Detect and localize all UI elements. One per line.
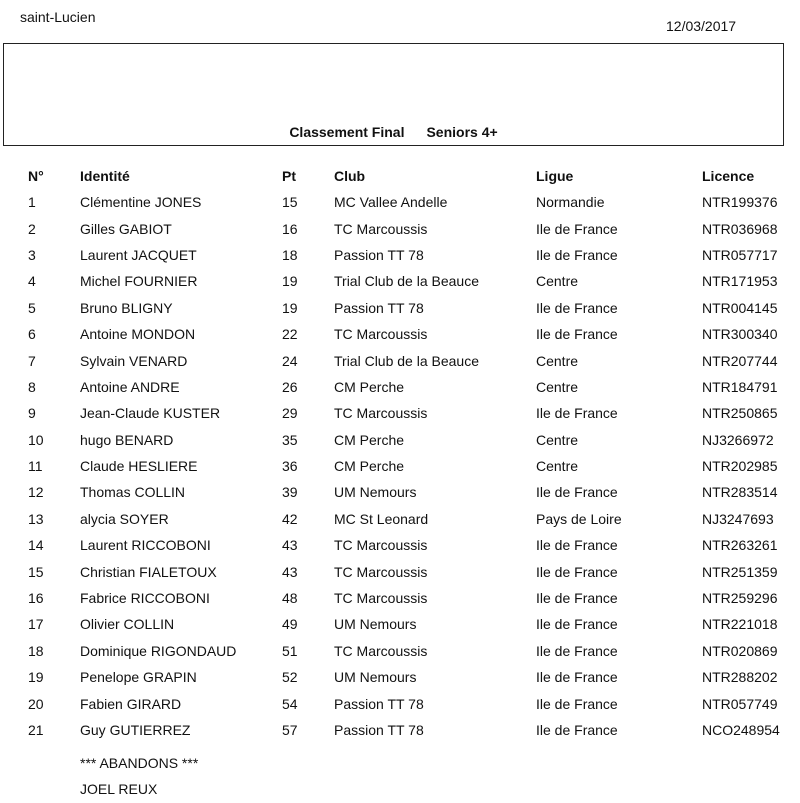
club-cell: TC Marcoussis — [334, 326, 428, 343]
points-cell: 36 — [282, 458, 298, 475]
table-row — [0, 215, 790, 241]
title-box — [3, 43, 784, 146]
points-cell: 19 — [282, 273, 298, 290]
rider-name-cell: hugo BENARD — [80, 431, 174, 448]
table-row — [0, 347, 790, 373]
club-cell: TC Marcoussis — [334, 537, 428, 554]
rank-cell: 11 — [28, 458, 43, 475]
location-text: saint-Lucien — [20, 9, 96, 25]
points-cell: 18 — [282, 246, 298, 263]
league-cell: Ile de France — [536, 722, 618, 738]
rider-name-cell: Bruno BLIGNY — [80, 299, 173, 316]
rank-cell: 2 — [28, 220, 36, 237]
league-cell: Ile de France — [536, 484, 618, 501]
date-text: 12/03/2017 — [666, 18, 737, 34]
club-cell: TC Marcoussis — [334, 405, 428, 422]
table-row — [0, 690, 790, 716]
points-cell: 57 — [282, 722, 298, 738]
table-row — [0, 506, 790, 532]
rank-cell: 13 — [28, 510, 44, 527]
licence-cell: NCO248954 — [702, 722, 780, 738]
licence-cell: NTR207744 — [702, 352, 778, 369]
rank-cell: 10 — [28, 431, 44, 448]
rider-name-cell: Dominique RIGONDAUD — [80, 642, 237, 659]
licence-cell: NTR057717 — [702, 246, 778, 263]
rider-name-cell: Thomas COLLIN — [80, 484, 186, 501]
club-cell: CM Perche — [334, 431, 405, 448]
points-cell: 42 — [282, 510, 298, 527]
rank-cell: 1 — [28, 194, 36, 211]
rider-name-cell: Claude HESLIERE — [80, 458, 198, 475]
column-header-licence: Licence — [702, 168, 755, 184]
rider-name-cell: Fabien GIRARD — [80, 695, 182, 712]
abandoned-rider: JOEL REUX — [80, 781, 158, 798]
rider-name-cell: Jean-Claude KUSTER — [80, 405, 221, 422]
licence-cell: NTR199376 — [702, 194, 778, 211]
column-header-league: Ligue — [536, 168, 574, 184]
rank-cell: 19 — [28, 669, 44, 686]
rank-cell: 9 — [28, 405, 36, 422]
rank-cell: 14 — [28, 537, 44, 554]
league-cell: Centre — [536, 458, 579, 475]
abandons-label: *** ABANDONS *** — [80, 755, 199, 771]
club-cell: CM Perche — [334, 378, 405, 395]
points-cell: 16 — [282, 220, 298, 237]
club-cell: MC St Leonard — [334, 510, 429, 527]
table-row — [0, 717, 790, 743]
rank-cell: 20 — [28, 695, 44, 712]
league-cell: Centre — [536, 431, 579, 448]
rank-cell: 5 — [28, 299, 36, 316]
rank-cell: 16 — [28, 590, 44, 607]
points-cell: 43 — [282, 563, 298, 580]
points-cell: 43 — [282, 537, 298, 554]
category-title: Seniors 4+ — [426, 124, 498, 140]
column-header-points: Pt — [282, 168, 296, 184]
club-cell: Passion TT 78 — [334, 246, 424, 263]
league-cell: Ile de France — [536, 326, 618, 343]
league-cell: Ile de France — [536, 563, 618, 580]
club-cell: UM Nemours — [334, 669, 417, 686]
table-row — [0, 427, 790, 453]
rider-name-cell: Laurent RICCOBONI — [80, 537, 211, 554]
club-cell: TC Marcoussis — [334, 563, 428, 580]
points-cell: 35 — [282, 431, 298, 448]
club-cell: UM Nemours — [334, 484, 417, 501]
licence-cell: NTR057749 — [702, 695, 778, 712]
club-cell: MC Vallee Andelle — [334, 194, 448, 211]
club-cell: TC Marcoussis — [334, 220, 428, 237]
table-row — [0, 242, 790, 268]
club-cell: UM Nemours — [334, 616, 417, 633]
rider-name-cell: Sylvain VENARD — [80, 352, 188, 369]
licence-cell: NTR259296 — [702, 590, 778, 607]
table-row — [0, 664, 790, 690]
league-cell: Pays de Loire — [536, 510, 622, 527]
results-body — [0, 189, 790, 743]
league-cell: Ile de France — [536, 299, 618, 316]
points-cell: 19 — [282, 299, 298, 316]
rider-name-cell: Guy GUTIERREZ — [80, 722, 191, 738]
table-row — [0, 479, 790, 505]
column-header-number: N° — [28, 168, 44, 184]
rider-name-cell: Antoine ANDRE — [80, 378, 180, 395]
rider-name-cell: Gilles GABIOT — [80, 220, 172, 237]
table-row — [0, 268, 790, 294]
rider-name-cell: Antoine MONDON — [80, 326, 196, 343]
table-row — [0, 585, 790, 611]
table-row — [0, 374, 790, 400]
licence-cell: NTR036968 — [702, 220, 778, 237]
rider-name-cell: Olivier COLLIN — [80, 616, 175, 633]
rank-cell: 4 — [28, 273, 36, 290]
league-cell: Centre — [536, 378, 579, 395]
licence-cell: NTR221018 — [702, 616, 778, 633]
league-cell: Ile de France — [536, 616, 618, 633]
league-cell: Ile de France — [536, 220, 618, 237]
points-cell: 29 — [282, 405, 298, 422]
rank-cell: 17 — [28, 616, 44, 633]
rank-cell: 6 — [28, 326, 36, 343]
rank-cell: 3 — [28, 246, 36, 263]
rank-cell: 18 — [28, 642, 44, 659]
points-cell: 48 — [282, 590, 298, 607]
rank-cell: 7 — [28, 352, 36, 369]
abandons-section — [80, 750, 198, 803]
licence-cell: NTR263261 — [702, 537, 778, 554]
licence-cell: NTR251359 — [702, 563, 778, 580]
table-row — [0, 611, 790, 637]
table-row — [0, 558, 790, 584]
rider-name-cell: Christian FIALETOUX — [80, 563, 217, 580]
table-row — [0, 453, 790, 479]
league-cell: Ile de France — [536, 642, 618, 659]
licence-cell: NTR020869 — [702, 642, 778, 659]
rider-name-cell: Michel FOURNIER — [80, 273, 198, 290]
league-cell: Ile de France — [536, 405, 618, 422]
licence-cell: NTR171953 — [702, 273, 778, 290]
table-row — [0, 189, 790, 215]
points-cell: 49 — [282, 616, 298, 633]
rider-name-cell: Laurent JACQUET — [80, 246, 197, 263]
column-header-identity: Identité — [80, 168, 130, 184]
league-cell: Centre — [536, 273, 579, 290]
table-row — [0, 532, 790, 558]
rider-name-cell: Penelope GRAPIN — [80, 669, 197, 686]
club-cell: CM Perche — [334, 458, 405, 475]
points-cell: 26 — [282, 378, 298, 395]
club-cell: Trial Club de la Beauce — [334, 273, 480, 290]
league-cell: Ile de France — [536, 537, 618, 554]
table-row — [0, 400, 790, 426]
club-cell: TC Marcoussis — [334, 642, 428, 659]
points-cell: 15 — [282, 194, 298, 211]
points-cell: 22 — [282, 326, 298, 343]
licence-cell: NJ3247693 — [702, 510, 774, 527]
points-cell: 54 — [282, 695, 298, 712]
rank-cell: 8 — [28, 378, 36, 395]
licence-cell: NTR202985 — [702, 458, 778, 475]
column-header-club: Club — [334, 168, 366, 184]
results-table — [0, 163, 790, 743]
title-line — [4, 124, 783, 140]
club-cell: Passion TT 78 — [334, 299, 424, 316]
points-cell: 24 — [282, 352, 298, 369]
club-cell: Trial Club de la Beauce — [334, 352, 480, 369]
league-cell: Ile de France — [536, 669, 618, 686]
table-header-row — [0, 163, 790, 189]
points-cell: 39 — [282, 484, 298, 501]
club-cell: Passion TT 78 — [334, 695, 424, 712]
licence-cell: NTR288202 — [702, 669, 778, 686]
licence-cell: NTR283514 — [702, 484, 778, 501]
rider-name-cell: alycia SOYER — [80, 510, 169, 527]
licence-cell: NTR004145 — [702, 299, 778, 316]
rank-cell: 15 — [28, 563, 44, 580]
table-row — [0, 321, 790, 347]
league-cell: Centre — [536, 352, 579, 369]
points-cell: 52 — [282, 669, 298, 686]
licence-cell: NTR250865 — [702, 405, 778, 422]
league-cell: Ile de France — [536, 590, 618, 607]
table-row — [0, 638, 790, 664]
league-cell: Normandie — [536, 194, 605, 211]
rank-cell: 12 — [28, 484, 44, 501]
club-cell: Passion TT 78 — [334, 722, 424, 738]
league-cell: Ile de France — [536, 246, 618, 263]
league-cell: Ile de France — [536, 695, 618, 712]
licence-cell: NTR184791 — [702, 378, 778, 395]
ranking-title: Classement Final — [289, 124, 405, 140]
club-cell: TC Marcoussis — [334, 590, 428, 607]
licence-cell: NJ3266972 — [702, 431, 774, 448]
rider-name-cell: Clémentine JONES — [80, 194, 202, 211]
rank-cell: 21 — [28, 722, 44, 738]
table-row — [0, 295, 790, 321]
licence-cell: NTR300340 — [702, 326, 778, 343]
rider-name-cell: Fabrice RICCOBONI — [80, 590, 210, 607]
points-cell: 51 — [282, 642, 298, 659]
